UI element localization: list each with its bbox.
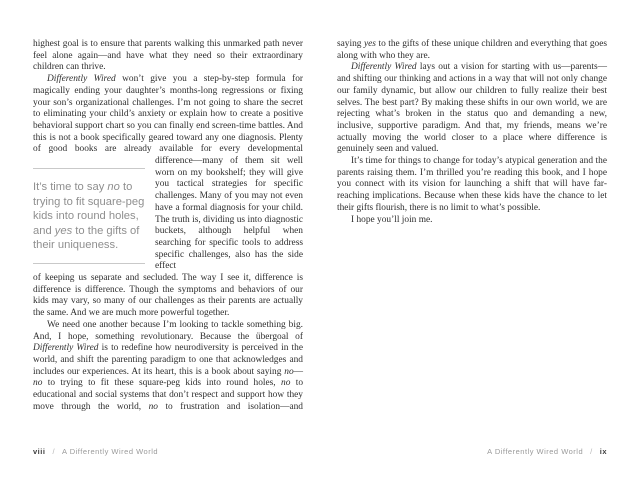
footer-left: [33, 447, 158, 456]
pull-quote-rule-top: [33, 168, 145, 169]
footer-separator: /: [52, 447, 56, 456]
pull-quote-text: It’s time to say no to trying to fit square-peg kids into round holes, and yes to the gifts of their uniqueness.: [33, 181, 145, 252]
paragraph: Differently Wired lays out a vision for starting with us—parents—and shifting our thinking and actions in a way that will not only change our family dynamic, but allow our children to fully realize their best selves. The best part? By making these shifts in our own world, we are rejecting what’s broken in the status quo and demanding a new, inclusive, supportive paradigm. And that, my friends, means we’re actually moving the world closer to a place where difference is genuinely seen and valued.: [337, 62, 607, 155]
paragraph: I hope you’ll join me.: [351, 214, 433, 225]
running-title-left: A Differently Wired World: [62, 447, 159, 456]
paragraph-continuation: saying yes to the gifts of these unique children and everything that goes along with who they are.: [337, 39, 607, 61]
page-right: [337, 39, 607, 226]
page-number-left: viii: [33, 447, 46, 456]
pullquote-row: [33, 156, 303, 273]
pull-quote: [33, 156, 145, 264]
paragraph-beside-quote: difference—many of them sit well worn on my bookshelf; they will give you tactical strategies for specific challenges. Many of you may not even have a formal diagnosis for your child. The truth is, dividing us into diagnostic buckets, although helpful when searching for specific tools to address specific challenges, also has the side effect: [155, 156, 303, 272]
pull-quote-rule-bottom: [33, 263, 145, 264]
page-left: [33, 39, 303, 414]
footer-separator: /: [590, 447, 593, 456]
footer-right: [487, 447, 607, 456]
paragraph: Differently Wired won’t give you a step-by-step formula for magically ending your daughter’s months-long regressions or fixing your son’s organizational challenges. I’m not going to share the secret to eliminating your child’s anxiety or explain how to create a positive behavioral support chart so you can finally end screen-time battles. And this is not a book specifically geared toward any one diagnosis. Plenty of good books are already available for every developmental: [33, 74, 304, 155]
paragraph: of keeping us separate and secluded. The way I see it, difference is difference is difference. Though the symptoms and behaviors of our kids may vary, so many of our challenges as their parents are actually the same. And we are much more powerful together.: [33, 273, 303, 319]
running-title-right: A Differently Wired World: [487, 447, 584, 456]
page-number-right: ix: [599, 447, 607, 456]
paragraph-continuation: highest goal is to ensure that parents walking this unmarked path never feel alone again—and have what they need so their extraordinary children can thrive.: [33, 39, 303, 73]
paragraph: We need one another because I’m looking to tackle something big. And, I hope, something revolutionary. Because the übergoal of Differently Wired is to redefine how neurodiversity is perceived in the world, and shift the parenting paradigm to one that acknowledges and includes our experiences. At its heart, this is a book about saying no—no to trying to fit these square-peg kids into round holes, no to educational and social systems that don’t respect and support how they move through the world, no to frustration and isolation—and: [33, 319, 304, 412]
paragraph: It’s time for things to change for today’s atypical generation and the parents raising them. I’m thrilled you’re reading this book, and I hope you connect with its vision for launching a shift that will have far-reaching implications. Because when these kids have the chance to let their gifts flourish, there is no limit to what’s possible.: [337, 156, 607, 213]
